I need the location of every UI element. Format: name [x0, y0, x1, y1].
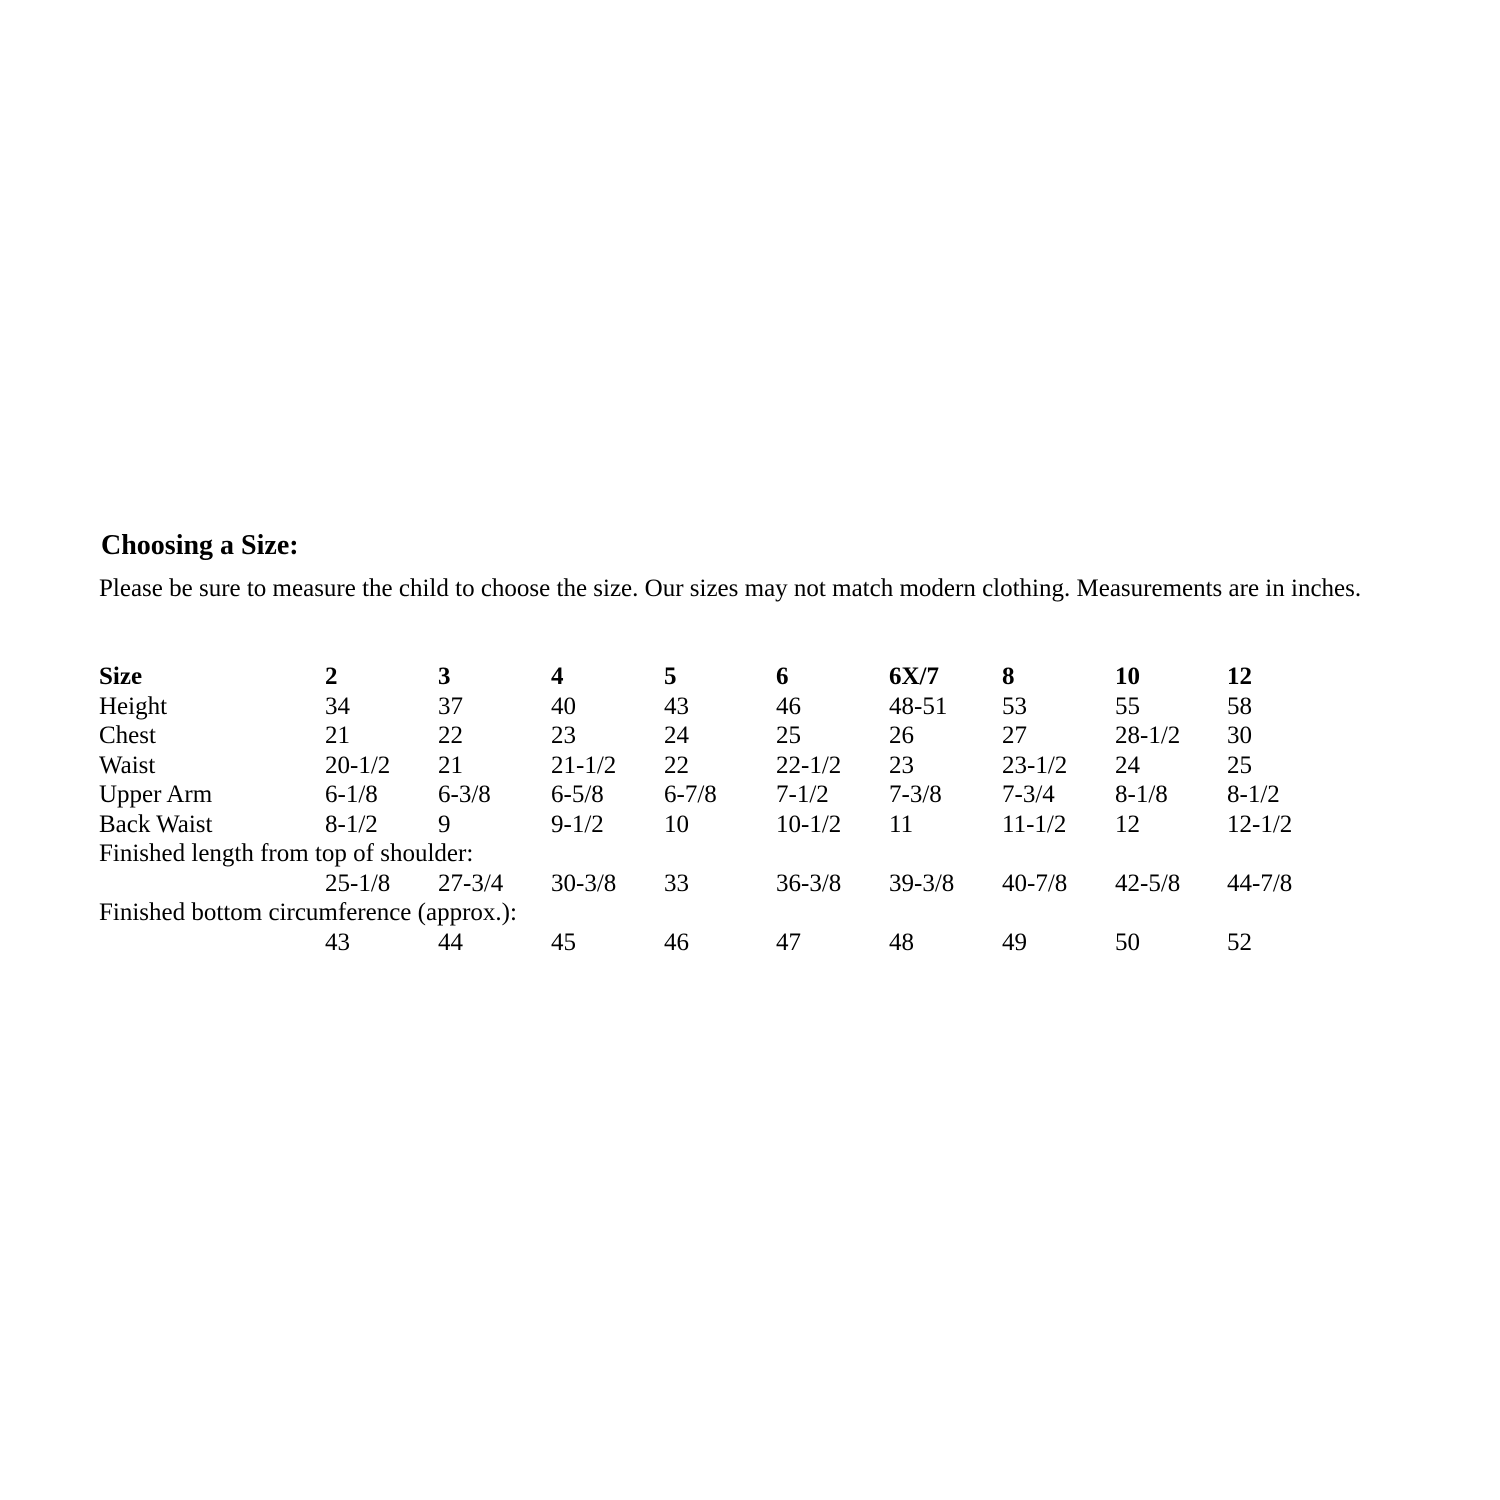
table-cell: 33	[664, 869, 689, 897]
table-cell: 7-3/4	[1002, 781, 1055, 808]
table-cell: 30-3/8	[551, 869, 617, 897]
size-header-cell: 6X/7	[889, 663, 939, 690]
size-header-cell: 6	[776, 663, 789, 690]
table-cell: 52	[1227, 928, 1252, 956]
table-cell: 50	[1115, 928, 1140, 956]
table-cell: 11-1/2	[1002, 810, 1067, 838]
table-cell: 24	[664, 722, 689, 749]
table-cell: 30	[1227, 722, 1252, 749]
height-row	[99, 692, 1399, 722]
size-header-cell: 4	[551, 663, 564, 690]
table-cell: 46	[664, 928, 689, 956]
size-header-cell: 8	[1002, 663, 1015, 690]
table-cell: 27-3/4	[438, 869, 504, 897]
table-cell: 12	[1115, 810, 1140, 838]
table-cell: 21-1/2	[551, 751, 617, 779]
back-waist-row	[99, 810, 1399, 840]
table-cell: 43	[325, 928, 350, 956]
table-cell: 6-1/8	[325, 781, 378, 808]
table-cell: 10	[664, 810, 689, 838]
table-cell: 42-5/8	[1115, 869, 1181, 897]
table-cell: 39-3/8	[889, 869, 955, 897]
table-cell: 40	[551, 692, 576, 720]
table-cell: 21	[325, 722, 350, 749]
table-cell: 22	[664, 751, 689, 779]
table-cell: 40-7/8	[1002, 869, 1068, 897]
table-cell: 47	[776, 928, 801, 956]
table-cell: 49	[1002, 928, 1027, 956]
table-cell: 6-3/8	[438, 781, 491, 808]
table-cell: 8-1/2	[325, 810, 378, 838]
table-cell: 45	[551, 928, 576, 956]
table-cell: 27	[1002, 722, 1027, 749]
table-cell: 8-1/2	[1227, 781, 1280, 808]
table-cell: 46	[776, 692, 801, 720]
table-cell: 22	[438, 722, 463, 749]
table-cell: 34	[325, 692, 350, 720]
table-cell: 23	[551, 722, 576, 749]
table-cell: 25-1/8	[325, 869, 391, 897]
finished-circumference-row	[99, 928, 1399, 958]
table-cell: 8-1/8	[1115, 781, 1168, 808]
table-cell: 25	[1227, 751, 1252, 779]
table-cell: 9-1/2	[551, 810, 604, 838]
table-cell: 53	[1002, 692, 1027, 720]
table-cell: 9	[438, 810, 451, 838]
table-cell: 23-1/2	[1002, 751, 1068, 779]
table-cell: 37	[438, 692, 463, 720]
table-cell: 25	[776, 722, 801, 749]
table-cell: 7-3/8	[889, 781, 942, 808]
upper-arm-row	[99, 780, 1399, 810]
table-cell: 10-1/2	[776, 810, 842, 838]
size-header-cell: 5	[664, 663, 677, 690]
section-heading: Choosing a Size:	[101, 530, 299, 561]
intro-paragraph: Please be sure to measure the child to choose the size. Our sizes may not match modern clothing. Measurements are in inches.	[99, 575, 1362, 602]
size-chart	[99, 662, 1399, 957]
table-cell: 58	[1227, 692, 1252, 720]
table-cell: 43	[664, 692, 689, 720]
table-cell: 12-1/2	[1227, 810, 1293, 838]
finished-length-row	[99, 869, 1399, 899]
chest-row	[99, 721, 1399, 751]
row-label: Height	[99, 692, 168, 720]
table-cell: 7-1/2	[776, 781, 829, 808]
table-cell: 21	[438, 751, 463, 779]
size-header-row	[99, 662, 1399, 692]
finished-length-label: Finished length from top of shoulder:	[99, 840, 474, 867]
table-cell: 6-7/8	[664, 781, 717, 808]
table-cell: 6-5/8	[551, 781, 604, 808]
finished-length-label-row	[99, 839, 1399, 869]
row-label: Back Waist	[99, 810, 213, 838]
table-cell: 36-3/8	[776, 869, 842, 897]
table-cell: 20-1/2	[325, 751, 391, 779]
table-cell: 48-51	[889, 692, 948, 720]
table-cell: 24	[1115, 751, 1140, 779]
table-cell: 44	[438, 928, 463, 956]
size-header-cell: 3	[438, 663, 451, 690]
row-label: Waist	[99, 751, 156, 779]
size-header-cell: 12	[1227, 663, 1252, 690]
finished-circumference-label-row	[99, 898, 1399, 928]
table-cell: 55	[1115, 692, 1140, 720]
table-cell: 26	[889, 722, 914, 749]
table-cell: 48	[889, 928, 914, 956]
waist-row	[99, 751, 1399, 781]
size-header-label: Size	[99, 663, 143, 690]
row-label: Chest	[99, 722, 156, 749]
table-cell: 22-1/2	[776, 751, 842, 779]
size-header-cell: 2	[325, 663, 338, 690]
table-cell: 28-1/2	[1115, 722, 1181, 749]
table-cell: 44-7/8	[1227, 869, 1293, 897]
row-label: Upper Arm	[99, 781, 213, 808]
table-cell: 23	[889, 751, 914, 779]
finished-circumference-label: Finished bottom circumference (approx.):	[99, 899, 517, 926]
size-header-cell: 10	[1115, 663, 1140, 690]
table-cell: 11	[889, 810, 914, 838]
